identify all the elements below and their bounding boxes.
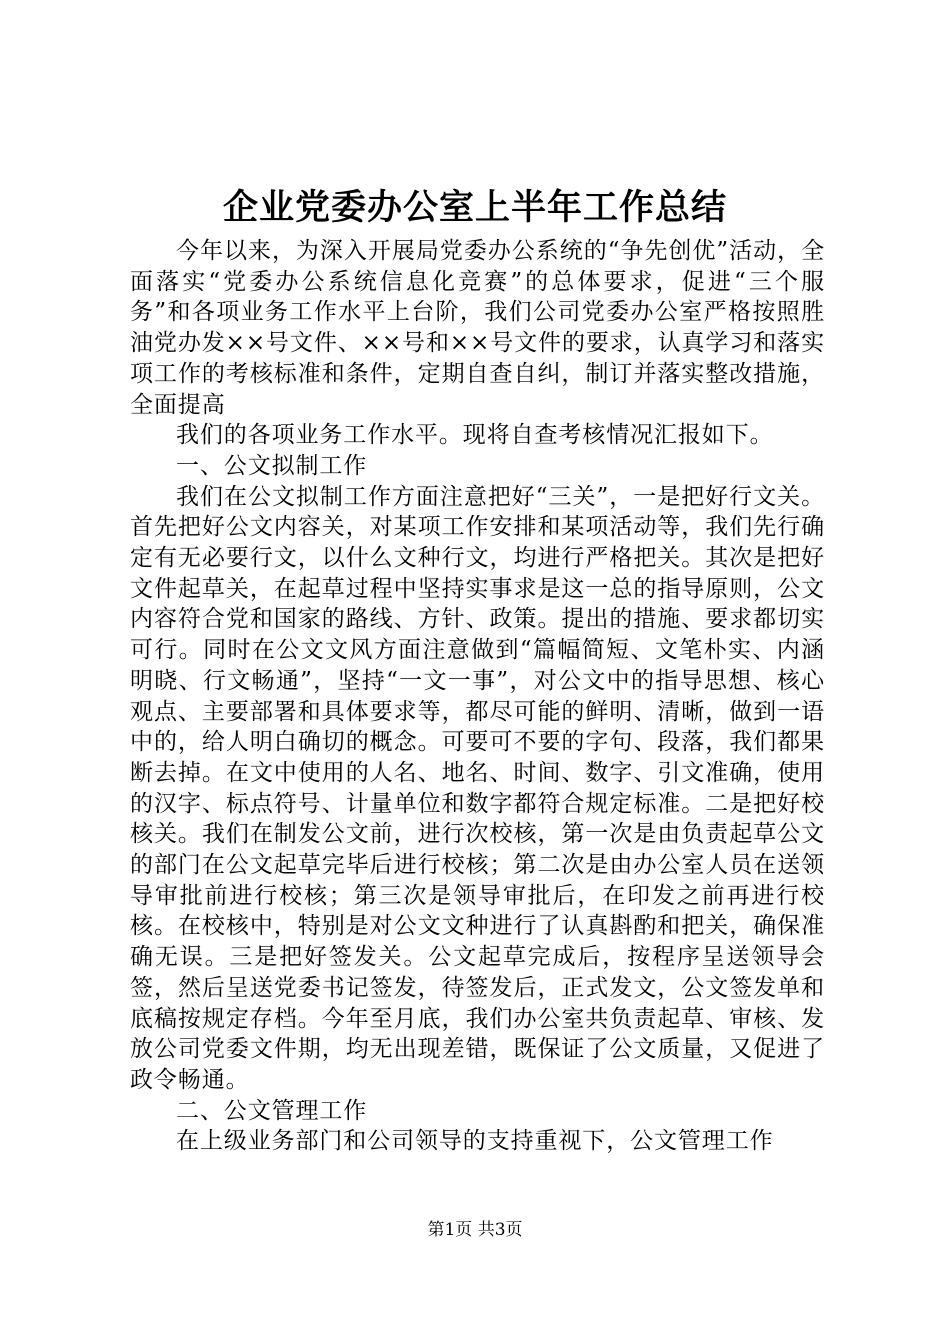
- paragraph-intro-continued: 我们的各项业务工作水平。现将自查考核情况汇报如下。: [176, 422, 774, 449]
- page-number-footer: 第1页 共3页: [427, 1220, 523, 1240]
- paragraph-management: 在上级业务部门和公司领导的支持重视下，公文管理工作: [176, 1128, 774, 1155]
- section-heading-management: 二、公文管理工作: [176, 1097, 368, 1124]
- section-heading-drafting: 一、公文拟制工作: [176, 452, 368, 479]
- paragraph-drafting: 我们在公文拟制工作方面注意把好“三关”，一是把好行文关。首先把好公文内容关，对某项工作安排和某项活动等，我们先行确定有无必要行文，以什么文种行文，均进行严格把关。其次是把好文件起草关，在起草过程中坚持实事求是这一总的指导原则，公文内容符合党和国家的路线、方针、政策。提出的措施、要求都切实可行。同时在公文文风方面注意做到“篇幅简短、文笔朴实、内涵明晓、行文畅通”，坚持“一文一事”，对公文中的指导思想、核心观点、主要部署和具体要求等，都尽可能的鲜明、清晰，做到一语中的，给人明白确切的概念。可要可不要的字句、段落，我们都果断去掉。在文中使用的人名、地名、时间、数字、引文准确，使用的汉字、标点符号、计量单位和数字都符合规定标准。二是把好校核关。我们在制发公文前，进行次校核，第一次是由负责起草公文的部门在公文起草完毕后进行校核；第二次是由办公室人员在送领导审批前进行校核；第三次是领导审批后，在印发之前再进行校核。在校核中，特别是对公文文种进行了认真斟酌和把关，确保准确无误。三是把好签发关。公文起草完成后，按程序呈送领导会签，然后呈送党委书记签发，待签发后，正式发文，公文签发单和底稿按规定存档。今年至月底，我们办公室共负责起草、审核、发放公司党委文件期，均无出现差错，既保证了公文质量，又促进了政令畅通。: [130, 483, 825, 1093]
- paragraph-intro: 今年以来，为深入开展局党委办公系统的“争先创优”活动，全面落实“党委办公系统信息化竞赛”的总体要求，促进“三个服务”和各项业务工作水平上台阶，我们公司党委办公室严格按照胜油党办发××号文件、××号和××号文件的要求，认真学习和落实项工作的考核标准和条件，定期自查自纠，制订并落实整改措施，全面提高: [130, 238, 825, 418]
- document-title: 企业党委办公室上半年工作总结: [222, 187, 727, 228]
- document-body: [130, 236, 825, 1157]
